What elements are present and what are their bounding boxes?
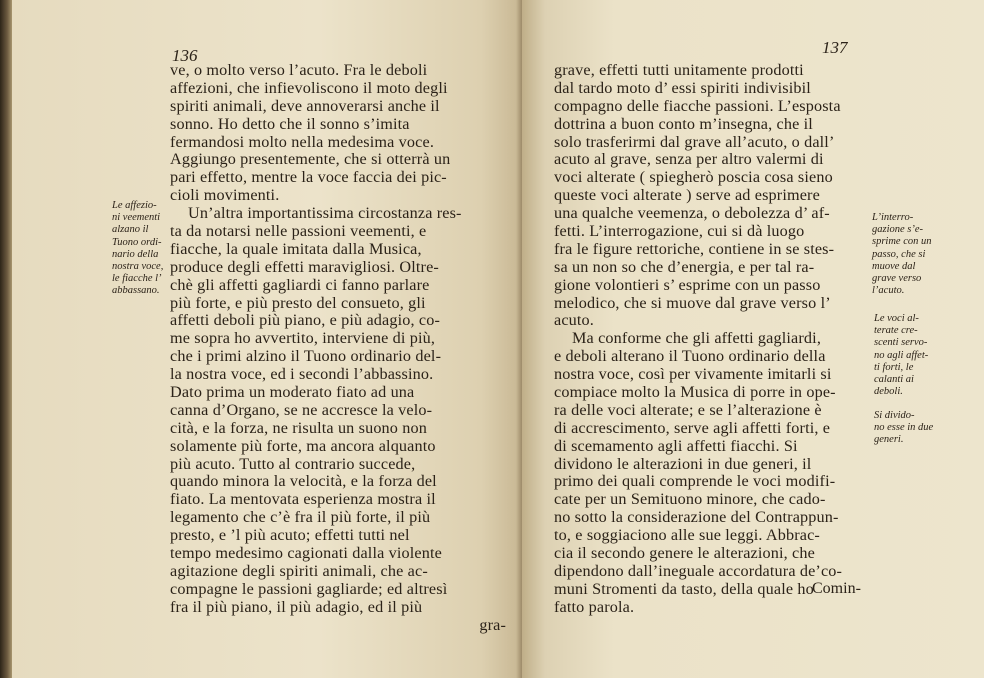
margin-note-generi (874, 410, 933, 447)
text-line: più forte, e più presto del consueto, gli (170, 293, 426, 312)
margin-note-line: ti forti, le (874, 361, 914, 373)
margin-note-line: ni veementi (112, 212, 161, 224)
text-line: cità, e la forza, ne risulta un suono non (170, 418, 427, 437)
text-line: fetti. L’interrogazione, cui si dà luogo (554, 222, 805, 241)
margin-note-voci-alterate (874, 313, 928, 398)
right-page (522, 0, 984, 678)
left-page-body (170, 62, 506, 635)
text-line: chè gli affetti gagliardi ci fanno parlare (170, 275, 430, 294)
text-line: fermandosi molto nella medesima voce. (170, 132, 435, 151)
text-line: to, e soggiaciono alle sue leggi. Abbrac- (554, 526, 820, 545)
text-line: ra delle voci alterate; e se l’alterazione è (554, 400, 822, 419)
text-line: spiriti animali, deve annoverarsi anche il (170, 96, 440, 115)
text-line: voci alterate ( spiegherò poscia cosa sieno (554, 168, 833, 187)
text-line: produce degli effetti maravigliosi. Oltre- (170, 257, 439, 276)
text-line: Aggiungo presentemente, che si otterrà un (170, 150, 451, 169)
text-line: me sopra ho avvertito, interviene di più, (170, 329, 436, 348)
margin-note-line: le fiacche l’ (112, 273, 162, 285)
text-line: cate per un Semituono minore, che cado- (554, 490, 826, 509)
text-line: ta da notarsi nelle passioni veementi, e (170, 222, 427, 241)
text-line: di accrescimento, serve agli affetti forti, e (554, 418, 831, 437)
text-line: affetti deboli più piano, e più adagio, co- (170, 311, 441, 330)
text-line: dividono le alterazioni in due generi, il (554, 454, 812, 473)
margin-note-line: sprime con un (872, 236, 932, 248)
text-line: più acuto. Tutto al contrario succede, (170, 454, 416, 473)
margin-note-line: scenti servo- (874, 337, 928, 349)
text-line: fatto parola. (554, 597, 635, 616)
text-line: dipendono dall’ineguale accordatura de’co- (554, 561, 843, 580)
text-line: legamento che c’è fra il più forte, il più (170, 508, 431, 527)
text-line: Ma conforme che gli affetti gagliardi, (572, 329, 822, 348)
text-line: Un’altra importantissima circostanza res- (188, 204, 462, 223)
margin-note-line: no esse in due (874, 422, 934, 434)
margin-note-interrogazione (872, 212, 932, 297)
text-line: queste voci alterate ) serve ad esprimere (554, 186, 820, 205)
margin-note-line: nario della (112, 248, 159, 260)
text-line: melodico, che si muove dal grave verso l’ (554, 293, 831, 312)
book-edge (0, 0, 12, 678)
page-number-left: 136 (172, 46, 198, 65)
text-line: di scemamento agli affetti fiacchi. Si (554, 436, 798, 455)
text-line: fiato. La mentovata esperienza mostra il (170, 490, 436, 509)
text-line: ve, o molto verso l’acuto. Fra le deboli (170, 61, 428, 79)
margin-note-line: Si divido- (874, 410, 915, 421)
text-line: fra il più piano, il più adagio, ed il più (170, 597, 423, 616)
text-line: che i primi alzino il Tuono ordinario del- (170, 347, 442, 366)
text-line: la nostra voce, ed i secondi l’abbassino. (170, 365, 434, 384)
text-line: compagno delle fiacche passioni. L’esposta (554, 96, 841, 115)
text-line: pari effetto, mentre la voce faccia dei pic- (170, 168, 447, 187)
margin-note-line: alzano il (112, 224, 149, 236)
text-line: affezioni, che infievoliscono il moto degli (170, 78, 448, 97)
text-line: cioli movimenti. (170, 186, 280, 205)
text-line: dottrina a buon conto m’insegna, che il (554, 114, 813, 133)
text-line: una qualche veemenza, o debolezza d’ af- (554, 204, 830, 223)
text-line: canna d’Organo, se ne accresce la velo- (170, 400, 433, 419)
text-line: nostra voce, così per vivamente imitarli si (554, 365, 832, 384)
text-line: acuto. (554, 311, 595, 330)
catchword-left: gra- (479, 615, 506, 634)
text-line: compagne le passioni gagliarde; ed altresì (170, 579, 448, 598)
text-line: Dato prima un moderato fiato ad una (170, 383, 415, 402)
text-line: quando minora la velocità, e la forza del (170, 472, 437, 491)
left-page (12, 0, 522, 678)
margin-note-line: L’interro- (872, 212, 914, 223)
margin-note-line: abbassano. (112, 285, 160, 297)
margin-note-line: Le affezio- (112, 200, 157, 211)
margin-note-line: muove dal (872, 260, 916, 272)
margin-note-line: grave verso (872, 273, 922, 285)
text-line: presto, e ’l più acuto; effetti tutti nel (170, 526, 410, 545)
right-page-body (554, 62, 884, 617)
text-line: grave, effetti tutti unitamente prodotti (554, 61, 804, 79)
text-line: e deboli alterano il Tuono ordinario della (554, 347, 826, 366)
margin-note-line: generi. (874, 434, 904, 446)
catchword-right: Comin- (812, 580, 861, 597)
text-line: sonno. Ho detto che il sonno s’imita (170, 114, 410, 133)
margin-note-line: passo, che si (872, 248, 926, 260)
text-line: muni Stromenti da tasto, della quale ho (554, 579, 814, 598)
text-line: solo trasferirmi dal grave all’acuto, o dall’ (554, 132, 835, 151)
text-line: fiacche, la quale imitata dalla Musica, (170, 239, 422, 258)
text-line: primo dei quali comprende le voci modifi- (554, 472, 836, 491)
margin-note-line: l’acuto. (872, 285, 905, 297)
margin-note-line: no agli affet- (874, 349, 929, 361)
text-line: compiace molto la Musica di porre in ope- (554, 383, 836, 402)
margin-note-line: calanti ai (874, 374, 914, 386)
margin-note-left (112, 200, 163, 298)
text-line: sa un non so che d’energia, e per tal ra- (554, 257, 815, 276)
text-line: no sotto la considerazione del Contrappun- (554, 508, 839, 527)
margin-note-line: Le voci al- (874, 313, 919, 324)
margin-note-line: Tuono ordi- (112, 236, 162, 248)
margin-note-line: terate cre- (874, 325, 918, 337)
text-line: tempo medesimo cagionati dalla violente (170, 544, 442, 563)
text-line: fra le figure rettoriche, contiene in se stes- (554, 239, 835, 258)
margin-note-line: gazione s’e- (872, 224, 924, 236)
text-line: dal tardo moto d’ essi spiriti indivisibil (554, 78, 811, 97)
text-line: solamente più forte, ma ancora alquanto (170, 436, 436, 455)
margin-note-line: deboli. (874, 386, 903, 398)
page-number-right: 137 (822, 38, 848, 57)
text-line: agitazione degli spiriti animali, che ac- (170, 561, 428, 580)
text-line: cia il secondo genere le alterazioni, che (554, 544, 815, 563)
margin-note-line: nostra voce, (112, 261, 164, 273)
text-line: gione volontieri s’ esprime con un passo (554, 275, 821, 294)
text-line: acuto al grave, senza per altro valermi di (554, 150, 824, 169)
